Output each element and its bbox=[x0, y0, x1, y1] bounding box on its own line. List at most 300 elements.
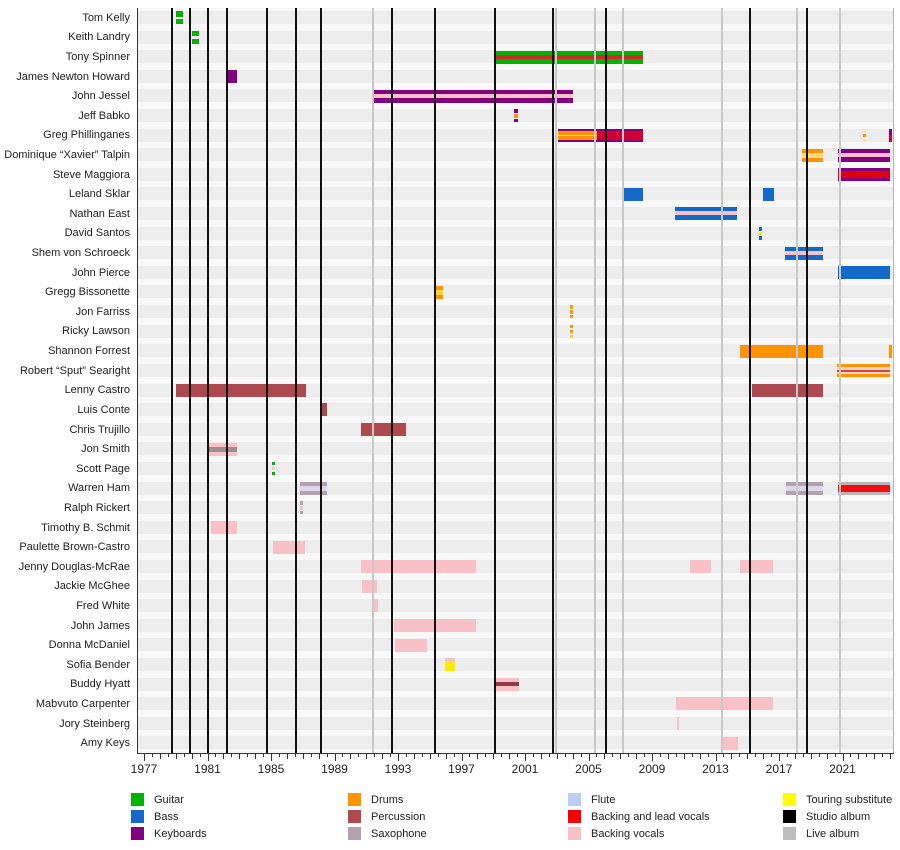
x-tick bbox=[596, 754, 597, 757]
x-tick bbox=[144, 754, 145, 761]
timeline-row bbox=[137, 322, 893, 342]
timeline-row bbox=[137, 263, 893, 283]
x-tick bbox=[557, 754, 558, 759]
timeline-bar bbox=[838, 168, 890, 181]
x-tick bbox=[327, 754, 328, 757]
timeline-bar bbox=[361, 423, 406, 436]
legend-swatch bbox=[568, 810, 581, 823]
member-label: Chris Trujillo bbox=[69, 423, 130, 436]
bar-stripe bbox=[690, 560, 711, 573]
legend-swatch bbox=[348, 793, 361, 806]
member-label: Ralph Rickert bbox=[63, 501, 130, 514]
member-label: Fred White bbox=[76, 599, 130, 612]
member-label: Sofia Bender bbox=[66, 658, 130, 671]
x-tick bbox=[184, 754, 185, 757]
x-tick bbox=[628, 754, 629, 757]
member-label: Luis Conte bbox=[77, 403, 130, 416]
timeline-bar bbox=[752, 384, 823, 397]
plot-right-border bbox=[893, 8, 894, 753]
legend-label: Drums bbox=[371, 793, 404, 806]
bar-stripe bbox=[395, 639, 427, 652]
legend-label: Touring substitute bbox=[806, 793, 893, 806]
timeline-bar bbox=[690, 560, 711, 573]
bar-stripe bbox=[494, 59, 643, 64]
x-tick bbox=[160, 754, 161, 759]
x-tick bbox=[208, 754, 209, 761]
timeline-bar bbox=[889, 129, 892, 142]
member-label: Jon Smith bbox=[81, 443, 130, 456]
member-label: Robert “Sput” Searight bbox=[19, 364, 130, 377]
member-label: John James bbox=[70, 619, 130, 632]
timeline-row bbox=[137, 694, 893, 714]
x-tick-label: 2017 bbox=[765, 762, 793, 776]
member-label: Jory Steinberg bbox=[59, 717, 130, 730]
x-tick bbox=[676, 754, 677, 757]
timeline-bar bbox=[785, 247, 823, 260]
x-tick bbox=[192, 754, 193, 759]
legend-label: Backing vocals bbox=[591, 827, 665, 840]
x-tick bbox=[620, 754, 621, 759]
member-label: Warren Ham bbox=[68, 482, 130, 495]
timeline-bar bbox=[597, 129, 643, 142]
timeline-row bbox=[137, 282, 893, 302]
x-tick bbox=[636, 754, 637, 759]
timeline-bar bbox=[675, 207, 737, 220]
timeline-bar bbox=[838, 482, 890, 495]
x-tick bbox=[779, 754, 780, 761]
x-tick bbox=[565, 754, 566, 757]
timeline-bar bbox=[570, 325, 573, 338]
bar-stripe bbox=[494, 686, 519, 691]
bar-stripe bbox=[176, 19, 183, 24]
member-label: Shannon Forrest bbox=[48, 345, 130, 358]
legend-swatch bbox=[783, 827, 796, 840]
timeline-bar bbox=[838, 266, 890, 279]
timeline-row bbox=[137, 145, 893, 165]
x-tick bbox=[469, 754, 470, 757]
x-tick bbox=[684, 754, 685, 759]
x-tick bbox=[541, 754, 542, 759]
x-tick bbox=[200, 754, 201, 757]
timeline-row bbox=[137, 165, 893, 185]
legend-item bbox=[568, 810, 710, 823]
bar-stripe bbox=[374, 599, 378, 612]
timeline-row bbox=[137, 184, 893, 204]
x-tick bbox=[509, 754, 510, 759]
x-tick bbox=[342, 754, 343, 757]
timeline-bar bbox=[395, 639, 427, 652]
timeline-row bbox=[137, 400, 893, 420]
x-tick bbox=[843, 754, 844, 761]
x-tick bbox=[819, 754, 820, 757]
timeline-row bbox=[137, 243, 893, 263]
member-label: Greg Phillinganes bbox=[43, 129, 130, 142]
studio-album-line bbox=[552, 8, 554, 753]
x-tick bbox=[231, 754, 232, 757]
x-tick bbox=[692, 754, 693, 757]
bar-stripe bbox=[300, 491, 327, 495]
legend-item bbox=[568, 793, 615, 806]
bar-stripe bbox=[209, 452, 237, 456]
x-tick bbox=[890, 754, 891, 759]
bar-stripe bbox=[300, 511, 303, 514]
timeline-bar bbox=[494, 678, 519, 691]
timeline-bar bbox=[176, 11, 183, 24]
timeline-bar bbox=[759, 227, 762, 240]
timeline-bar bbox=[722, 737, 738, 750]
bar-stripe bbox=[677, 717, 680, 730]
x-tick bbox=[874, 754, 875, 759]
x-tick bbox=[422, 754, 423, 757]
x-tick bbox=[882, 754, 883, 757]
bar-stripe bbox=[435, 295, 443, 299]
member-label: John Jessel bbox=[71, 90, 130, 103]
bar-stripe bbox=[362, 580, 377, 593]
member-label: David Santos bbox=[64, 227, 130, 240]
bar-stripe bbox=[863, 139, 866, 142]
timeline-bar bbox=[786, 482, 823, 495]
x-tick bbox=[660, 754, 661, 757]
x-tick bbox=[152, 754, 153, 757]
timeline-row bbox=[137, 655, 893, 675]
bar-stripe bbox=[373, 98, 573, 103]
timeline-row bbox=[137, 498, 893, 518]
legend-item bbox=[568, 827, 664, 840]
timeline-row bbox=[137, 459, 893, 479]
x-tick bbox=[398, 754, 399, 761]
live-album-line bbox=[372, 8, 374, 753]
x-tick bbox=[271, 754, 272, 761]
x-tick bbox=[604, 754, 605, 759]
timeline-bar bbox=[570, 305, 573, 318]
x-tick-label: 1993 bbox=[384, 762, 412, 776]
member-label: Shem von Schroeck bbox=[31, 247, 130, 260]
bar-stripe bbox=[785, 255, 823, 260]
timeline-row bbox=[137, 28, 893, 48]
studio-album-line bbox=[189, 8, 191, 753]
legend-item bbox=[783, 793, 892, 806]
legend-label: Live album bbox=[806, 827, 860, 840]
timeline-bar bbox=[889, 345, 892, 358]
x-tick bbox=[858, 754, 859, 759]
bar-stripe bbox=[514, 119, 518, 123]
legend-label: Studio album bbox=[806, 810, 871, 823]
live-album-line bbox=[622, 8, 624, 753]
x-tick bbox=[223, 754, 224, 759]
x-tick bbox=[454, 754, 455, 757]
member-label: Jon Farriss bbox=[75, 305, 130, 318]
member-label: Scott Page bbox=[76, 462, 130, 475]
legend-item bbox=[131, 793, 184, 806]
timeline-row bbox=[137, 420, 893, 440]
timeline-bar bbox=[838, 149, 890, 162]
x-tick bbox=[335, 754, 336, 761]
x-tick bbox=[311, 754, 312, 757]
x-tick bbox=[366, 754, 367, 759]
x-tick-label: 2021 bbox=[829, 762, 856, 776]
timeline-bar bbox=[740, 345, 823, 358]
x-tick bbox=[303, 754, 304, 759]
legend-label: Guitar bbox=[154, 793, 184, 806]
timeline-bar bbox=[362, 580, 377, 593]
legend-label: Keyboards bbox=[154, 827, 207, 840]
x-tick bbox=[668, 754, 669, 759]
x-tick bbox=[771, 754, 772, 757]
studio-album-line bbox=[806, 8, 808, 753]
x-tick-label: 1985 bbox=[257, 762, 285, 776]
x-tick bbox=[850, 754, 851, 757]
legend-item bbox=[348, 827, 427, 840]
x-tick bbox=[827, 754, 828, 759]
timeline-bar bbox=[272, 462, 275, 475]
member-label: Buddy Hyatt bbox=[70, 678, 130, 691]
x-tick-label: 1977 bbox=[130, 762, 158, 776]
bar-stripe bbox=[763, 188, 774, 201]
x-tick-label: 2001 bbox=[511, 762, 539, 776]
timeline-bar bbox=[863, 129, 866, 142]
x-axis-line bbox=[137, 753, 894, 754]
legend-item bbox=[131, 810, 178, 823]
legend-swatch bbox=[131, 793, 144, 806]
x-tick bbox=[835, 754, 836, 757]
bar-stripe bbox=[675, 215, 737, 220]
live-album-line bbox=[839, 8, 841, 753]
studio-album-line bbox=[226, 8, 228, 753]
studio-album-line bbox=[494, 8, 496, 753]
x-tick bbox=[811, 754, 812, 759]
x-tick bbox=[319, 754, 320, 759]
legend-item bbox=[348, 793, 403, 806]
legend-swatch bbox=[131, 827, 144, 840]
x-tick bbox=[747, 754, 748, 759]
timeline-bar bbox=[763, 188, 774, 201]
timeline-row bbox=[137, 616, 893, 636]
x-tick bbox=[795, 754, 796, 759]
member-label: Dominique “Xavier” Talpin bbox=[4, 149, 130, 162]
x-tick bbox=[414, 754, 415, 759]
timeline-bar bbox=[176, 384, 306, 397]
legend-item bbox=[783, 827, 859, 840]
x-tick bbox=[755, 754, 756, 757]
member-label: James Newton Howard bbox=[16, 70, 130, 83]
bar-stripe bbox=[740, 560, 773, 573]
timeline-bar bbox=[514, 109, 518, 122]
bar-stripe bbox=[570, 315, 573, 318]
timeline-bar bbox=[622, 188, 643, 201]
legend-label: Backing and lead vocals bbox=[591, 810, 710, 823]
timeline-bar bbox=[374, 599, 378, 612]
legend-label: Saxophone bbox=[371, 827, 427, 840]
x-tick bbox=[739, 754, 740, 757]
bar-stripe bbox=[838, 178, 890, 181]
member-label: Mabvuto Carpenter bbox=[35, 697, 130, 710]
x-tick-label: 1981 bbox=[194, 762, 221, 776]
x-tick bbox=[787, 754, 788, 757]
timeline-row bbox=[137, 204, 893, 224]
x-tick bbox=[581, 754, 582, 757]
timeline-bar bbox=[676, 697, 773, 710]
timeline-bar bbox=[435, 286, 443, 299]
member-label: Jeff Babko bbox=[78, 109, 130, 122]
legend-item bbox=[783, 810, 870, 823]
member-label: Leland Sklar bbox=[68, 188, 130, 201]
timeline-bar bbox=[558, 129, 597, 142]
legend-label: Flute bbox=[591, 793, 616, 806]
x-tick bbox=[485, 754, 486, 757]
studio-album-line bbox=[171, 8, 173, 753]
studio-album-line bbox=[207, 8, 209, 753]
timeline-row bbox=[137, 67, 893, 87]
live-album-line bbox=[721, 8, 723, 753]
x-tick bbox=[374, 754, 375, 757]
legend-item bbox=[348, 810, 425, 823]
legend-swatch bbox=[131, 810, 144, 823]
x-tick bbox=[446, 754, 447, 759]
x-tick bbox=[279, 754, 280, 757]
x-tick bbox=[803, 754, 804, 757]
timeline-row bbox=[137, 577, 893, 597]
timeline-bar bbox=[740, 560, 773, 573]
x-tick bbox=[350, 754, 351, 759]
bar-stripe bbox=[838, 266, 890, 279]
x-tick bbox=[255, 754, 256, 759]
member-label: Nathan East bbox=[69, 207, 130, 220]
bar-stripe bbox=[740, 345, 823, 358]
x-tick-label: 1997 bbox=[448, 762, 475, 776]
member-label: Timothy B. Schmit bbox=[41, 521, 130, 534]
x-tick bbox=[652, 754, 653, 761]
x-tick bbox=[731, 754, 732, 759]
x-tick bbox=[525, 754, 526, 761]
x-tick bbox=[438, 754, 439, 757]
x-tick bbox=[517, 754, 518, 757]
x-tick bbox=[589, 754, 590, 761]
x-tick bbox=[462, 754, 463, 761]
timeline-bar bbox=[494, 51, 643, 64]
x-tick bbox=[477, 754, 478, 759]
timeline-bar bbox=[192, 31, 199, 44]
x-tick bbox=[700, 754, 701, 759]
plot-left-border bbox=[137, 8, 138, 753]
x-tick bbox=[176, 754, 177, 759]
legend-swatch bbox=[348, 810, 361, 823]
legend-label: Bass bbox=[154, 810, 179, 823]
legend-swatch bbox=[348, 827, 361, 840]
timeline-row bbox=[137, 126, 893, 146]
bar-stripe bbox=[272, 472, 275, 475]
bar-stripe bbox=[752, 384, 823, 397]
member-label: Ricky Lawson bbox=[62, 325, 130, 338]
bar-stripe bbox=[838, 157, 890, 162]
bar-stripe bbox=[786, 491, 823, 495]
legend-swatch bbox=[783, 793, 796, 806]
live-album-line bbox=[796, 8, 798, 753]
bar-stripe bbox=[722, 737, 738, 750]
member-label: Lenny Castro bbox=[64, 384, 130, 397]
member-label: Amy Keys bbox=[80, 737, 130, 750]
bar-stripe bbox=[889, 135, 892, 142]
studio-album-line bbox=[266, 8, 268, 753]
x-tick bbox=[644, 754, 645, 757]
studio-album-line bbox=[320, 8, 322, 753]
member-label: Jackie McGhee bbox=[54, 580, 130, 593]
timeline-bar bbox=[228, 70, 237, 83]
bar-stripe bbox=[211, 521, 237, 534]
bar-stripe bbox=[838, 171, 890, 178]
timeline-bar bbox=[373, 90, 573, 103]
timeline-row bbox=[137, 8, 893, 28]
x-tick bbox=[533, 754, 534, 757]
bar-stripe bbox=[361, 423, 406, 436]
legend-swatch bbox=[568, 793, 581, 806]
x-tick bbox=[716, 754, 717, 761]
member-label: Tony Spinner bbox=[65, 51, 130, 63]
x-tick bbox=[763, 754, 764, 759]
x-tick bbox=[247, 754, 248, 757]
bar-stripe bbox=[597, 140, 643, 142]
studio-album-line bbox=[434, 8, 436, 753]
x-tick bbox=[549, 754, 550, 757]
bar-stripe bbox=[228, 70, 237, 83]
live-album-line bbox=[594, 8, 596, 753]
x-tick bbox=[708, 754, 709, 757]
timeline-bar bbox=[300, 482, 327, 495]
bar-stripe bbox=[889, 345, 892, 358]
legend-swatch bbox=[783, 810, 796, 823]
x-tick bbox=[295, 754, 296, 757]
bar-stripe bbox=[837, 374, 890, 377]
timeline-row bbox=[137, 439, 893, 459]
studio-album-line bbox=[749, 8, 751, 753]
member-label: Paulette Brown-Castro bbox=[19, 541, 130, 554]
x-tick-label: 1989 bbox=[321, 762, 348, 776]
x-tick bbox=[390, 754, 391, 757]
timeline-row bbox=[137, 714, 893, 734]
bar-stripe bbox=[445, 662, 455, 671]
timeline-bar bbox=[209, 443, 237, 456]
bar-stripe bbox=[176, 384, 306, 397]
timeline-row bbox=[137, 518, 893, 538]
x-tick bbox=[573, 754, 574, 759]
bar-stripe bbox=[676, 697, 773, 710]
x-tick bbox=[382, 754, 383, 759]
timeline-bar bbox=[837, 364, 890, 377]
x-tick-label: 2009 bbox=[638, 762, 666, 776]
legend-swatch bbox=[568, 827, 581, 840]
timeline-bar bbox=[445, 658, 455, 671]
timeline-row bbox=[137, 733, 893, 753]
x-tick bbox=[493, 754, 494, 759]
timeline-row bbox=[137, 302, 893, 322]
studio-album-line bbox=[295, 8, 297, 753]
member-label: Keith Landry bbox=[68, 31, 130, 44]
timeline-bar bbox=[677, 717, 680, 730]
legend-item bbox=[131, 827, 207, 840]
x-tick bbox=[866, 754, 867, 757]
x-tick bbox=[612, 754, 613, 757]
timeline-row bbox=[137, 479, 893, 499]
legend-label: Percussion bbox=[371, 810, 426, 823]
x-tick-label: 2005 bbox=[575, 762, 602, 776]
bar-stripe bbox=[361, 560, 476, 573]
studio-album-line bbox=[605, 8, 607, 753]
timeline-row bbox=[137, 557, 893, 577]
x-tick bbox=[239, 754, 240, 759]
x-tick bbox=[430, 754, 431, 759]
live-album-line bbox=[555, 8, 557, 753]
x-tick bbox=[215, 754, 216, 757]
bar-stripe bbox=[558, 140, 597, 142]
